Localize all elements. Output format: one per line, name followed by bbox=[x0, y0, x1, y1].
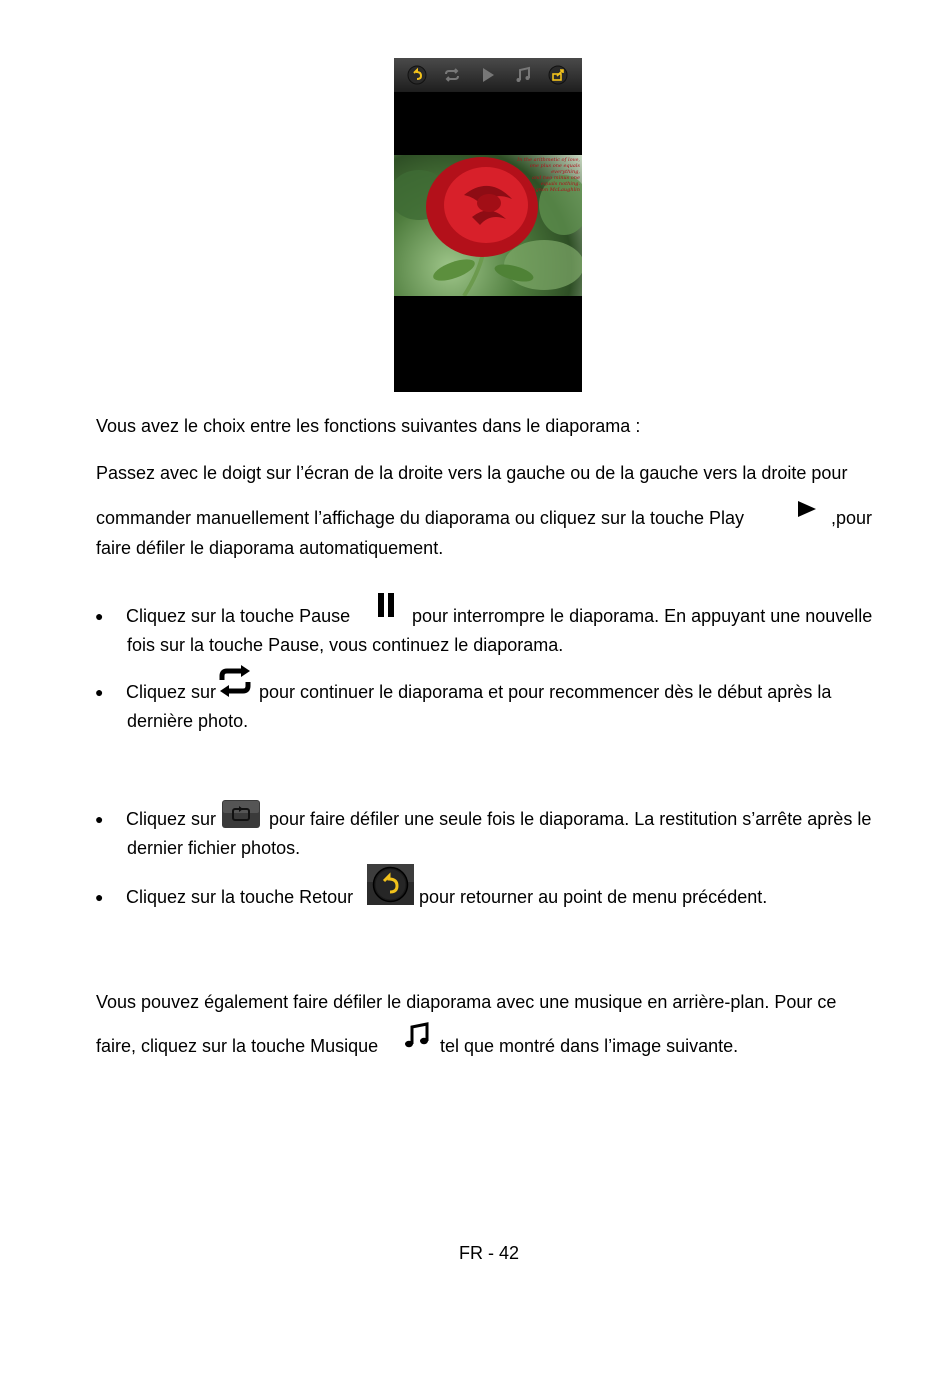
bullet-dot: ● bbox=[95, 889, 104, 905]
photo-caption bbox=[514, 157, 580, 193]
play-icon bbox=[796, 500, 818, 518]
back-text-b: pour retourner au point de menu précédent. bbox=[419, 887, 768, 907]
rose-photo bbox=[394, 155, 582, 296]
back-icon[interactable] bbox=[407, 65, 427, 85]
repeat-icon bbox=[217, 665, 253, 697]
para2-line2a: faire, cliquez sur la touche Musique bbox=[96, 1036, 379, 1056]
para1-line1: Passez avec le doigt sur l’écran de la droite vers la gauche ou de la gauche vers la droite pour bbox=[96, 463, 848, 483]
caption-line: In the arithmetic of love, bbox=[517, 157, 580, 163]
bullet-dot: ● bbox=[95, 811, 104, 827]
slideshow-screenshot bbox=[394, 58, 582, 392]
caption-line: one plus one equals everything, bbox=[529, 163, 580, 175]
bullet-dot: ● bbox=[95, 608, 104, 624]
once-text-c: dernier fichier photos. bbox=[127, 838, 301, 858]
para1-line3: faire défiler le diaporama automatiquement. bbox=[96, 538, 444, 558]
pause-icon bbox=[376, 592, 396, 618]
intro-text: Vous avez le choix entre les fonctions suivantes dans le diaporama : bbox=[96, 416, 641, 436]
slideshow-toolbar bbox=[394, 58, 582, 92]
repeat-text-b: pour continuer le diaporama et pour recommencer dès le début après la bbox=[259, 682, 832, 702]
repeat-text-c: dernière photo. bbox=[127, 711, 249, 731]
caption-line: Mignon McLaughlin bbox=[528, 187, 580, 193]
para2-line1: Vous pouvez également faire défiler le diaporama avec une musique en arrière-plan. Pour ce bbox=[96, 992, 837, 1012]
once-text-b: pour faire défiler une seule fois le diaporama. La restitution s’arrête après le bbox=[269, 809, 872, 829]
bullet-dot: ● bbox=[95, 684, 104, 700]
play-icon[interactable] bbox=[478, 65, 498, 85]
share-icon[interactable] bbox=[548, 65, 568, 85]
pause-text-c: fois sur la touche Pause, vous continuez le diaporama. bbox=[127, 635, 564, 655]
para2-line2b: tel que montré dans l’image suivante. bbox=[440, 1036, 739, 1056]
page-number: FR - 42 bbox=[459, 1243, 520, 1263]
repeat-icon[interactable] bbox=[442, 65, 462, 85]
play-once-icon bbox=[222, 800, 260, 828]
music-icon[interactable] bbox=[513, 65, 533, 85]
repeat-text-a: Cliquez sur bbox=[126, 682, 217, 702]
once-text-a: Cliquez sur bbox=[126, 809, 217, 829]
music-icon bbox=[404, 1022, 430, 1050]
para1-line2b: ,pour bbox=[831, 508, 873, 528]
caption-line: and two minus one equals nothing. bbox=[531, 175, 580, 187]
back-icon bbox=[367, 864, 414, 905]
para1-line2a: commander manuellement l’affichage du diaporama ou cliquez sur la touche Play bbox=[96, 508, 745, 528]
pause-text-a: Cliquez sur la touche Pause bbox=[126, 606, 351, 626]
pause-text-b: pour interrompre le diaporama. En appuyant une nouvelle bbox=[412, 606, 873, 626]
back-text-a: Cliquez sur la touche Retour bbox=[126, 887, 354, 907]
